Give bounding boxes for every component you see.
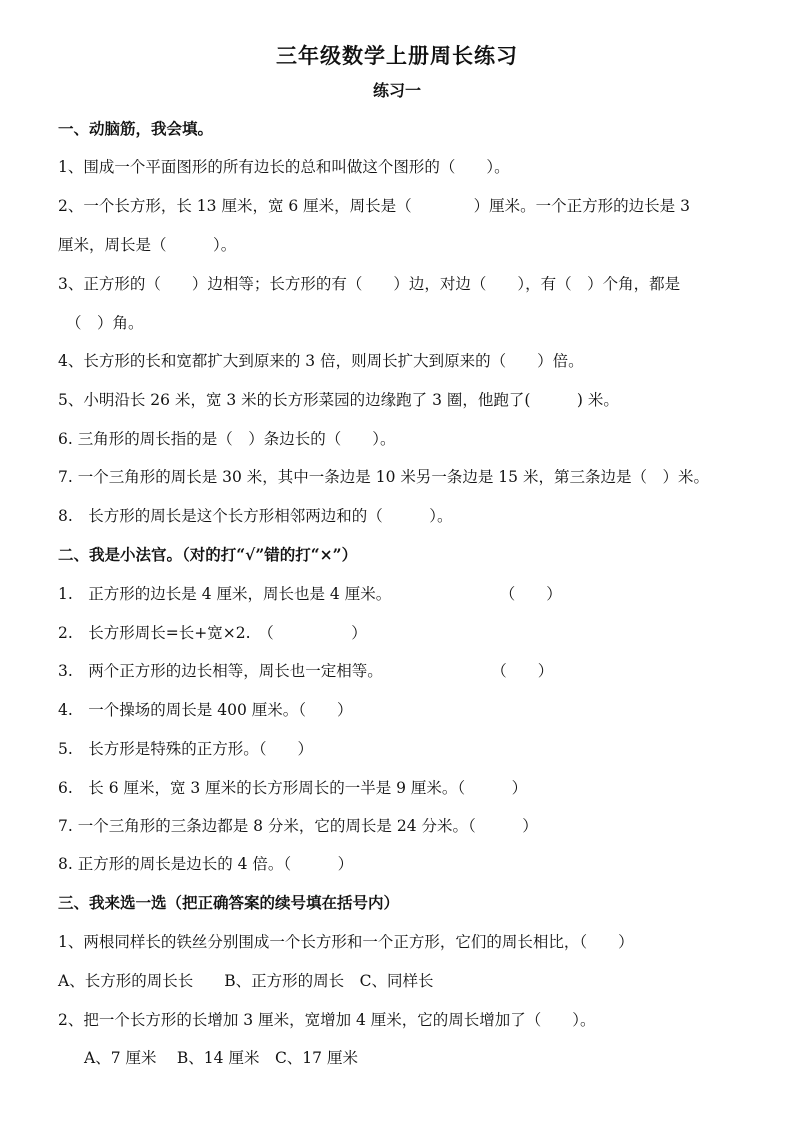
section3-question-2: 2、把一个长方形的长增加 3 厘米，宽增加 4 厘米，它的周长增加了（ ）。 xyxy=(58,1011,596,1029)
section3-question-1: 1、两根同样长的铁丝分别围成一个长方形和一个正方形，它们的周长相比，（ ） xyxy=(58,933,634,951)
section2-line-2: 2. 长方形周长=长+宽×2. （ ） xyxy=(58,624,367,642)
section1-line-4: 4、长方形的长和宽都扩大到原来的 3 倍，则周长扩大到原来的（ ）倍。 xyxy=(58,352,584,370)
section2-line-8: 8. 正方形的周长是边长的 4 倍。（ ） xyxy=(58,855,354,873)
section1-line-7: 7. 一个三角形的周长是 30 米，其中一条边是 10 米另一条边是 15 米，第三条边是（ ）米。 xyxy=(58,468,709,486)
section2-line-3: 3. 两个正方形的边长相等，周长也一定相等。 （ ） xyxy=(58,662,554,680)
section2-line-4: 4. 一个操场的周长是 400 厘米。（ ） xyxy=(58,701,353,719)
section1-line-2: 2、一个长方形，长 13 厘米，宽 6 厘米，周长是（ ）厘米。一个正方形的边长是 3 xyxy=(58,197,690,215)
section1-line-1: 1、围成一个平面图形的所有边长的总和叫做这个图形的（ ）。 xyxy=(58,158,510,176)
section1-line-5: 5、小明沿长 26 米，宽 3 米的长方形菜园的边缘跑了 3 圈，他跑了( ) 米。 xyxy=(58,391,619,409)
section1-line-8: 8. 长方形的周长是这个长方形相邻两边和的（ ）。 xyxy=(58,507,453,525)
section3-question-1-options: A、长方形的周长长 B、正方形的周长 C、同样长 xyxy=(58,972,434,990)
section2-line-7: 7. 一个三角形的三条边都是 8 分米，它的周长是 24 分米。（ ） xyxy=(58,817,538,835)
section1-heading: 一、动脑筋，我会填。 xyxy=(58,119,214,138)
section3-heading: 三、我来选一选（把正确答案的续号填在括号内） xyxy=(58,893,400,912)
page-subtitle: 练习一 xyxy=(372,81,421,100)
section2-line-1: 1. 正方形的边长是 4 厘米，周长也是 4 厘米。 （ ） xyxy=(58,585,562,603)
section2-line-6: 6. 长 6 厘米，宽 3 厘米的长方形周长的一半是 9 厘米。（ ） xyxy=(58,779,528,797)
section1-line-3-cont: （ ）角。 xyxy=(66,314,144,332)
section1-line-2-cont: 厘米，周长是（ ）。 xyxy=(58,236,237,254)
section3-question-2-options: A、7 厘米 B、14 厘米 C、17 厘米 xyxy=(84,1049,358,1067)
section2-line-5: 5. 长方形是特殊的正方形。（ ） xyxy=(58,740,314,758)
section2-heading: 二、我是小法官。（对的打“√”错的打“×”） xyxy=(58,545,358,564)
section1-line-3: 3、正方形的（ ）边相等；长方形的有（ ）边，对边（ ），有（ ）个角，都是 xyxy=(58,275,681,293)
page-title: 三年级数学上册周长练习 xyxy=(276,43,518,68)
section1-line-6: 6. 三角形的周长指的是（ ）条边长的（ ）。 xyxy=(58,430,396,448)
